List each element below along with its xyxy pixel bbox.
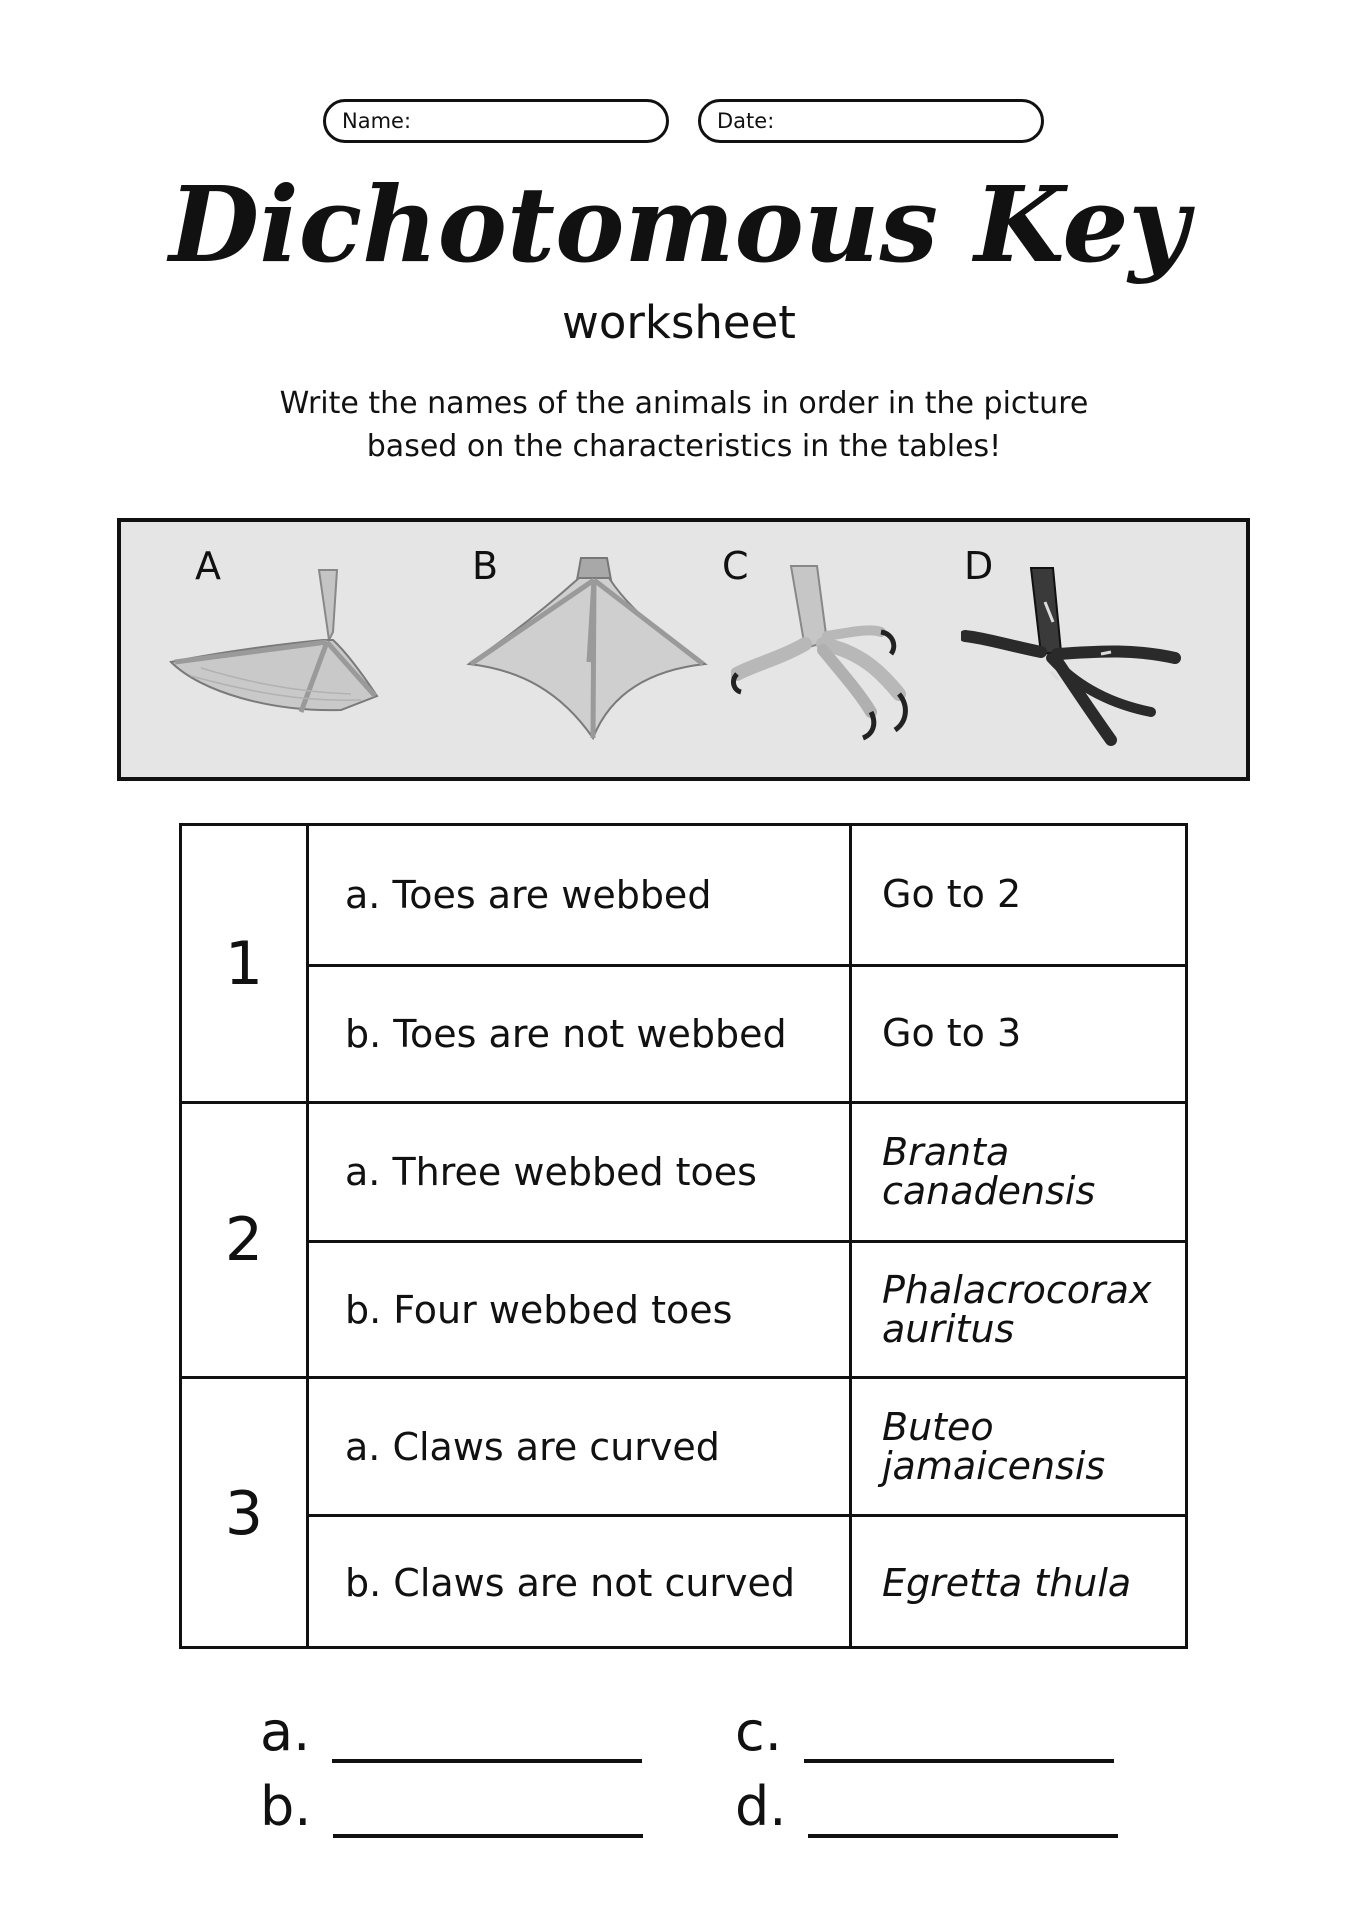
key-option-b xyxy=(309,1240,1185,1376)
key-step-number: 1 xyxy=(182,826,309,1101)
answer-blank-b[interactable] xyxy=(333,1794,643,1838)
date-label: Date: xyxy=(717,109,775,133)
option-result: Buteo jamaicensis xyxy=(882,1404,1106,1488)
answer-b xyxy=(260,1775,643,1838)
key-row-3 xyxy=(182,1376,1185,1649)
picture-label-a: A xyxy=(195,544,221,588)
curved-claw-foot-icon xyxy=(731,562,951,742)
picture-label-c: C xyxy=(722,544,749,588)
straight-claw-foot-icon xyxy=(961,562,1201,752)
instruction-line-2: based on the characteristics in the tables! xyxy=(366,429,1002,464)
page-subtitle: worksheet xyxy=(562,296,796,349)
key-option-a xyxy=(309,826,1185,964)
option-result: Branta canadensis xyxy=(882,1130,1096,1213)
webbed-foot-four-toes-icon xyxy=(461,552,721,752)
name-label: Name: xyxy=(342,109,412,133)
answer-a xyxy=(260,1700,642,1763)
option-description: a. Claws are curved xyxy=(309,1379,852,1514)
key-step-number: 2 xyxy=(182,1104,309,1376)
answer-label-c: c. xyxy=(735,1700,782,1763)
dichotomous-key-table xyxy=(179,823,1188,1649)
option-description: b. Toes are not webbed xyxy=(309,967,852,1102)
picture-label-b: B xyxy=(472,544,499,588)
answer-label-d: d. xyxy=(735,1775,787,1838)
answer-blank-a[interactable] xyxy=(332,1719,642,1763)
answer-label-a: a. xyxy=(260,1700,311,1763)
key-option-b xyxy=(309,964,1185,1102)
key-row-2 xyxy=(182,1101,1185,1376)
option-description: b. Four webbed toes xyxy=(309,1243,852,1376)
option-result: Egretta thula xyxy=(882,1560,1132,1605)
option-result: Go to 3 xyxy=(882,1011,1022,1056)
answer-label-b: b. xyxy=(260,1775,312,1838)
key-option-a xyxy=(309,1104,1185,1240)
key-row-1 xyxy=(182,826,1185,1101)
answer-blank-d[interactable] xyxy=(808,1794,1118,1838)
webbed-foot-three-toes-icon xyxy=(161,562,401,742)
option-description: b. Claws are not curved xyxy=(309,1517,852,1649)
key-option-a xyxy=(309,1379,1185,1514)
option-result: Go to 2 xyxy=(882,872,1022,917)
answer-blank-c[interactable] xyxy=(804,1719,1114,1763)
answer-c xyxy=(735,1700,1114,1763)
answer-d xyxy=(735,1775,1118,1838)
option-result: Phalacrocorax auritus xyxy=(882,1267,1152,1351)
picture-panel xyxy=(117,518,1250,781)
page-title: Dichotomous Key xyxy=(169,163,1189,286)
option-description: a. Three webbed toes xyxy=(309,1104,852,1240)
key-option-b xyxy=(309,1514,1185,1649)
date-field[interactable] xyxy=(698,99,1044,143)
key-step-number: 3 xyxy=(182,1379,309,1649)
instructions xyxy=(0,382,1358,468)
instruction-line-1: Write the names of the animals in order in the picture xyxy=(279,386,1089,421)
picture-label-d: D xyxy=(964,544,994,588)
name-field[interactable] xyxy=(323,99,669,143)
option-description: a. Toes are webbed xyxy=(309,826,852,964)
